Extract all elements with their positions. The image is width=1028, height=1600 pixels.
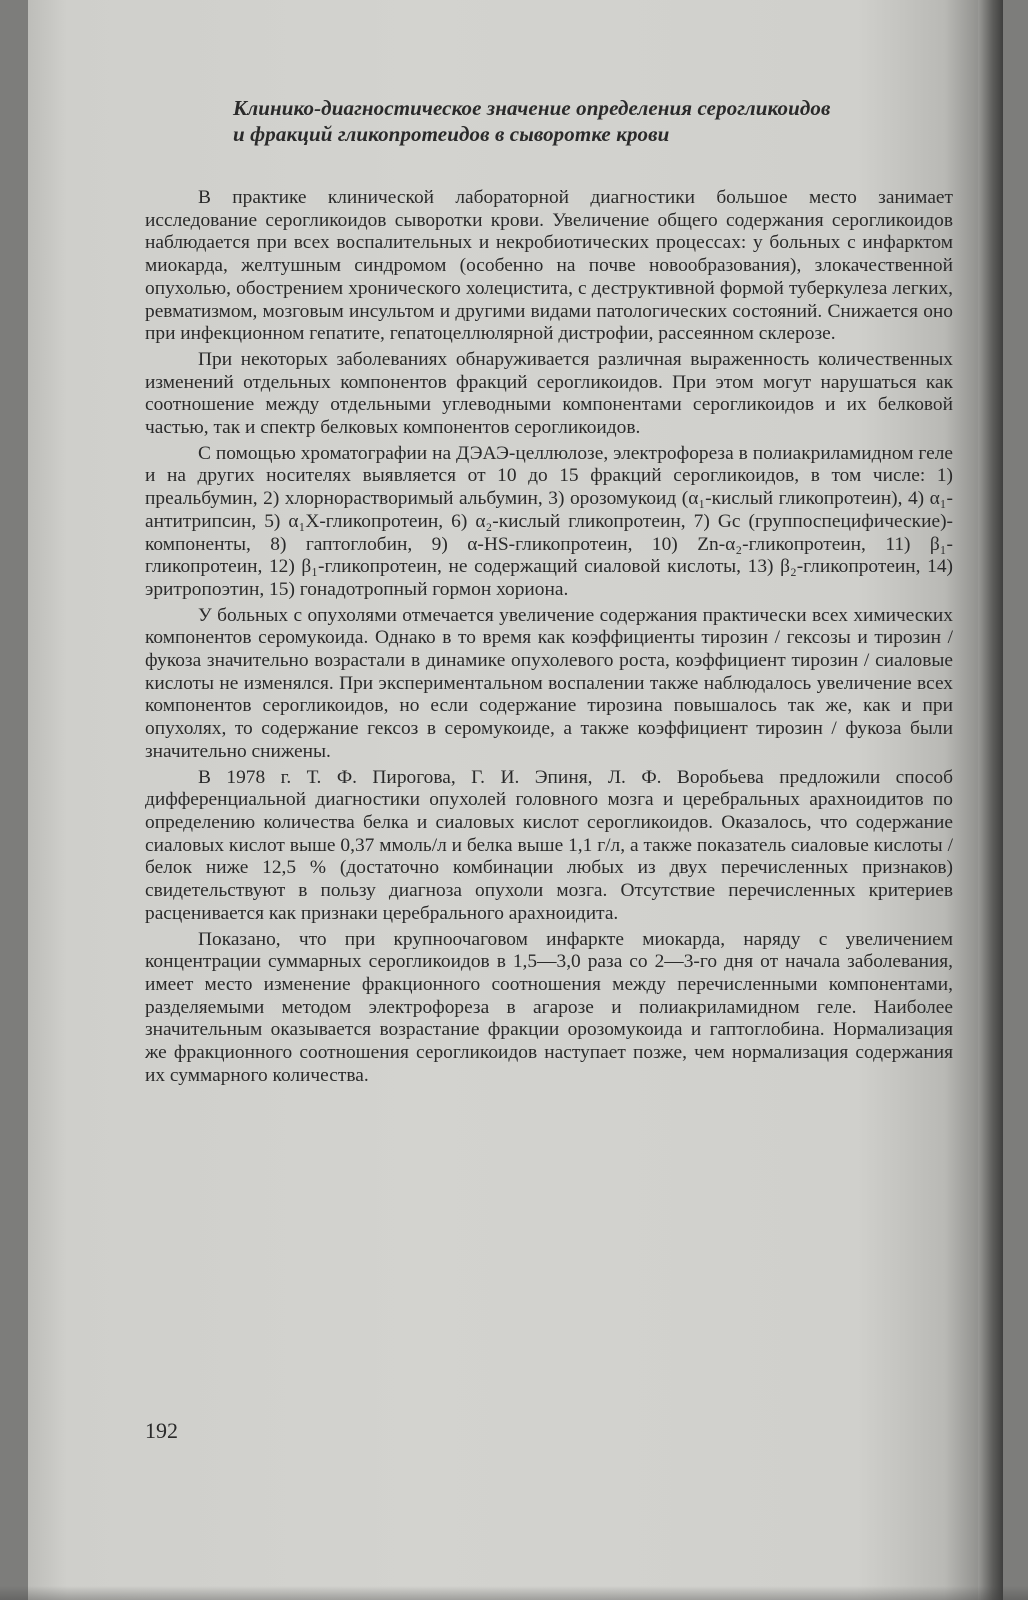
section-title: [145, 95, 953, 147]
paragraph-5: В 1978 г. Т. Ф. Пирогова, Г. И. Эпиня, Л. Ф. Воробьева предложили способ дифференциальной диагностики опухолей головного мозга и церебральных арахноидитов по определению количества белка и сиаловых кислот серогликоидов. Оказалось, что содержание сиаловых кислот выше 0,37 ммоль/л и белка выше 1,1 г/л, а также показатель сиаловые кислоты / белок ниже 12,5 % (достаточно комбинации любых из двух перечисленных признаков) свидетельствуют в пользу диагноза опухоли мозга. Отсутствие перечисленных критериев расценивается как признаки церебрального арахноидита.: [145, 766, 953, 924]
paragraph-6: Показано, что при крупноочаговом инфаркте миокарда, наряду с увеличением концентрации суммарных серогликоидов в 1,5—3,0 раза со 2—3-го дня от начала заболевания, имеет место изменение фракционного соотношения между перечисленными компонентами, разделяемыми методом электрофореза в агарозе и полиакриламидном геле. Наиболее значительным оказывается возрастание фракции орозомукоида и гаптоглобина. Нормализация же фракционного соотношения серогликоидов наступает позже, чем нормализация содержания их суммарного количества.: [145, 928, 953, 1086]
paragraph-4: У больных с опухолями отмечается увеличение содержания практически всех химических компонентов серомукоида. Однако в то время как коэффициенты тирозин / гексозы и тирозин / фукоза значительно возрастали в динамике опухолевого роста, коэффициент тирозин / сиаловые кислоты не изменялся. При экспериментальном воспалении также наблюдалось увеличение всех компонентов серогликоидов, но если содержание тирозина повышалось так же, как и при опухолях, то содержание гексоз в серомукоиде, а также коэффициент тирозин / фукоза были значительно снижены.: [145, 604, 953, 762]
scan-bottom-edge: [0, 1586, 1028, 1600]
page-gutter-shadow: [978, 0, 1003, 1600]
paragraph-2: При некоторых заболеваниях обнаруживается различная выраженность количественных изменений отдельных компонентов фракций серогликоидов. При этом могут нарушаться как соотношение между отдельными углеводными компонентами серогликоидов и их белковой частью, так и спектр белковых компонентов серогликоидов.: [145, 348, 953, 439]
paragraph-1: В практике клинической лабораторной диагностики большое место занимает исследование серогликоидов сыворотки крови. Увеличение общего содержания серогликоидов наблюдается при всех воспалительных и некробиотических процессах: у больных с инфарктом миокарда, желтушным синдромом (особенно на почве новообразования), злокачественной опухолью, обострением хронического холецистита, с деструктивной формой туберкулеза легких, ревматизмом, мозговым инсультом и другими видами патологических состояний. Снижается оно при инфекционном гепатите, гепатоцеллюлярной дистрофии, рассеянном склерозе.: [145, 187, 953, 345]
section-title-line-2: и фракций гликопротеидов в сыворотке крови: [233, 122, 670, 146]
page-body: [145, 95, 953, 1087]
page-number: 192: [145, 1418, 178, 1443]
section-title-line-1: Клинико-диагностическое значение определения серогликоидов: [233, 96, 831, 120]
paragraph-3: С помощью хроматографии на ДЭАЭ-целлюлозе, электрофореза в полиакриламидном геле и на других носителях выявляется от 10 до 15 фракций серогликоидов, в том числе: 1) преальбумин, 2) хлорнорастворимый альбумин, 3) орозомукоид (α₁-кислый гликопротеин), 4) α₁-антитрипсин, 5) α₁X-гликопротеин, 6) α₂-кислый гликопротеин, 7) Gc (группоспецифические)-компоненты, 8) гаптоглобин, 9) α-HS-гликопротеин, 10) Zn-α₂-гликопротеин, 11) β₁-гликопротеин, 12) β₁-гликопротеин, не содержащий сиаловой кислоты, 13) β₂-гликопротеин, 14) эритропоэтин, 15) гонадотропный гормон хориона.: [145, 442, 953, 600]
